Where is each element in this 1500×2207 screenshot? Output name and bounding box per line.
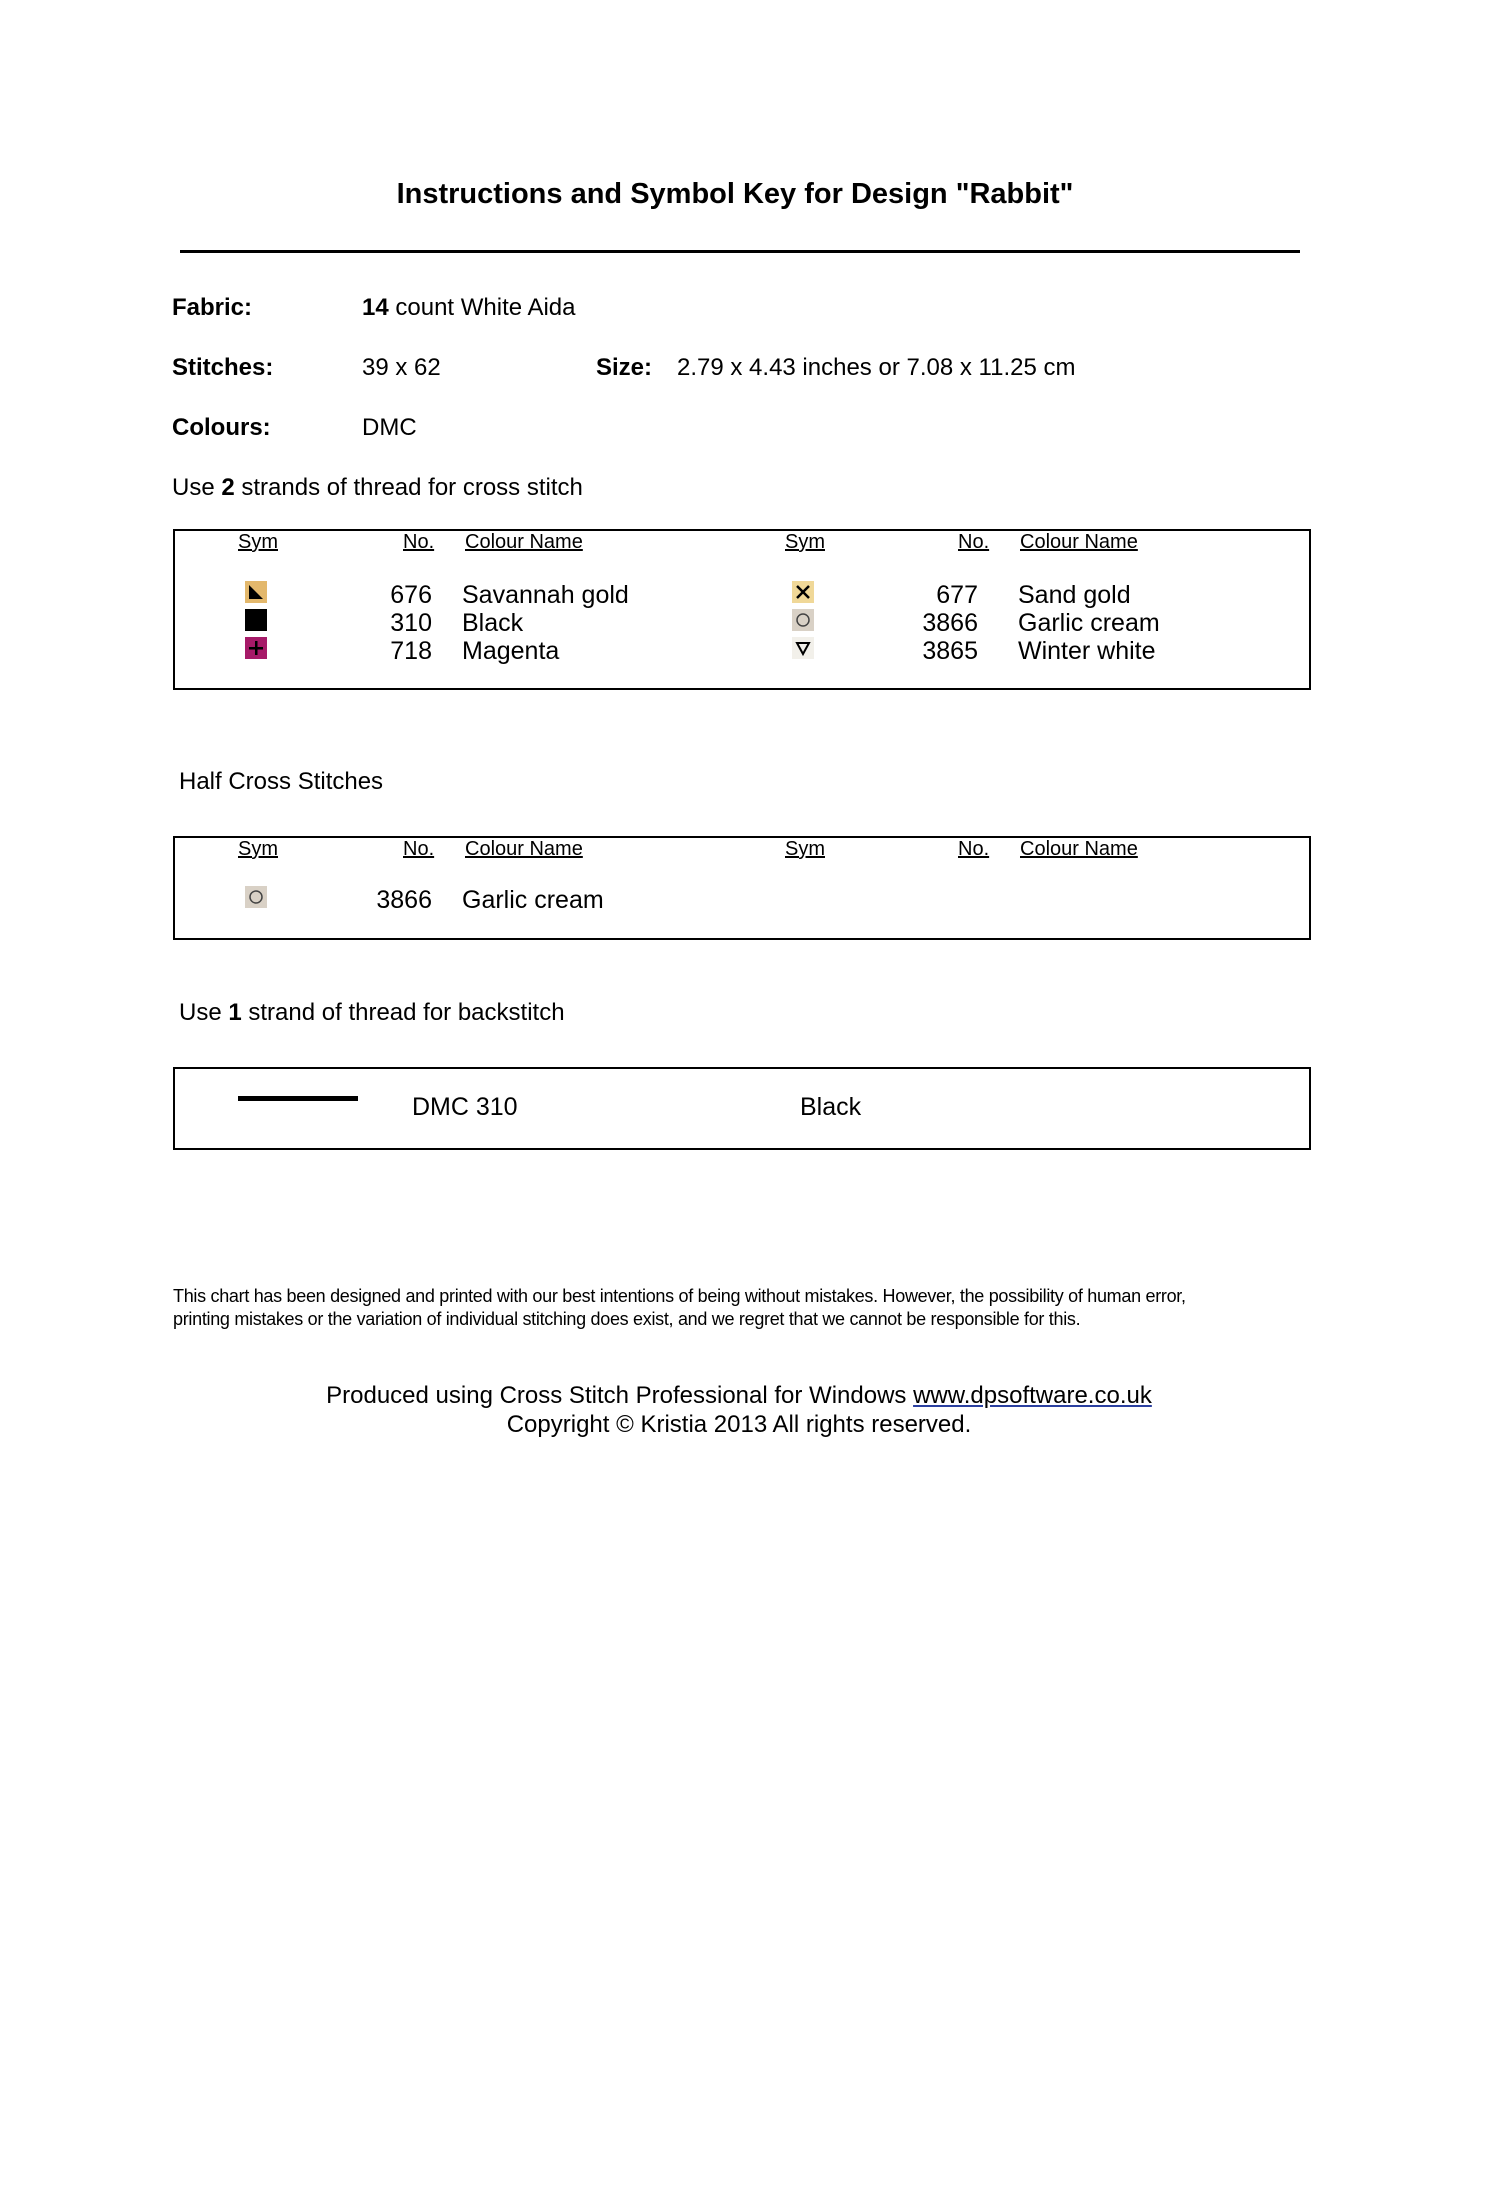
- size-value: 2.79 x 4.43 inches or 7.08 x 11.25 cm: [677, 354, 1076, 381]
- thread-number: 310: [390, 609, 432, 637]
- colour-name: Garlic cream: [1018, 609, 1160, 637]
- strand-count: 2: [221, 474, 235, 501]
- fabric-label: Fabric:: [172, 294, 253, 321]
- thread-number: 3865: [922, 637, 978, 665]
- thread-number: 3866: [376, 886, 432, 914]
- backstitch-line-sample: [238, 1096, 358, 1101]
- header-colour-name: Colour Name: [465, 531, 583, 553]
- colour-name: Savannah gold: [462, 581, 629, 609]
- title-divider: [180, 250, 1300, 253]
- triangle-down-icon: [792, 637, 814, 659]
- thread-number: 3866: [922, 609, 978, 637]
- disclaimer-line: printing mistakes or the variation of individual stitching does exist, and we regret that we cannot be responsible for this.: [173, 1309, 1081, 1329]
- colours-value: DMC: [362, 414, 417, 441]
- header-colour-name-right: Colour Name: [1020, 838, 1138, 860]
- strand-count: 1: [228, 999, 242, 1026]
- instruction-prefix: Use: [179, 999, 229, 1026]
- colour-name: Black: [462, 609, 524, 637]
- fabric-description: count White Aida: [388, 294, 576, 321]
- size-label: Size:: [596, 354, 653, 381]
- disclaimer-line: This chart has been designed and printed with our best intentions of being without mistakes. However, the possibility of human error,: [173, 1286, 1186, 1306]
- instruction-suffix: strand of thread for backstitch: [241, 999, 565, 1026]
- backstitch-colour-name: Black: [800, 1093, 862, 1121]
- copyright: Copyright © Kristia 2013 All rights reserved.: [506, 1411, 972, 1438]
- colour-name: Sand gold: [1018, 581, 1131, 609]
- colour-name: Winter white: [1018, 637, 1156, 665]
- disclaimer: [173, 1285, 1323, 1331]
- header-sym: Sym: [238, 838, 278, 860]
- header-colour-name: Colour Name: [465, 838, 583, 860]
- plus-icon: [245, 637, 267, 659]
- website-link[interactable]: www.dpsoftware.co.uk: [913, 1382, 1152, 1409]
- produced-text: Produced using Cross Stitch Professional for Windows: [326, 1382, 914, 1409]
- thread-number: 718: [390, 637, 432, 665]
- colours-label: Colours:: [172, 414, 271, 441]
- header-sym-right: Sym: [785, 531, 825, 553]
- header-no: No.: [403, 531, 435, 553]
- half-cross-heading: Half Cross Stitches: [179, 768, 384, 795]
- cross-stitch-key-table: [173, 529, 1311, 690]
- backstitch-key-table: [173, 1067, 1311, 1150]
- fabric-value: [362, 294, 575, 322]
- backstitch-instruction: [179, 999, 565, 1027]
- circle-icon: [245, 886, 267, 908]
- cross-stitch-instruction: [172, 474, 583, 502]
- half-cross-key-table: [173, 836, 1311, 940]
- header-no-right: No.: [958, 838, 990, 860]
- header-sym-right: Sym: [785, 838, 825, 860]
- page-title: Instructions and Symbol Key for Design "Rabbit": [396, 178, 1074, 210]
- header-colour-name-right: Colour Name: [1020, 531, 1138, 553]
- instruction-suffix: strands of thread for cross stitch: [234, 474, 583, 501]
- header-sym: Sym: [238, 531, 278, 553]
- colour-name: Garlic cream: [462, 886, 604, 914]
- stitches-value: 39 x 62: [362, 354, 441, 381]
- circle-icon: [792, 609, 814, 631]
- thread-number: 676: [390, 581, 432, 609]
- header-no-right: No.: [958, 531, 990, 553]
- stitches-label: Stitches:: [172, 354, 274, 381]
- produced-by: [0, 1382, 1478, 1410]
- colour-name: Magenta: [462, 637, 560, 665]
- half-triangle-icon: [245, 581, 267, 603]
- header-no: No.: [403, 838, 435, 860]
- backstitch-thread: DMC 310: [412, 1093, 518, 1121]
- filled-square-icon: [245, 609, 267, 631]
- x-icon: [792, 581, 814, 603]
- fabric-count: 14: [362, 294, 389, 321]
- instruction-prefix: Use: [172, 474, 222, 501]
- thread-number: 677: [936, 581, 978, 609]
